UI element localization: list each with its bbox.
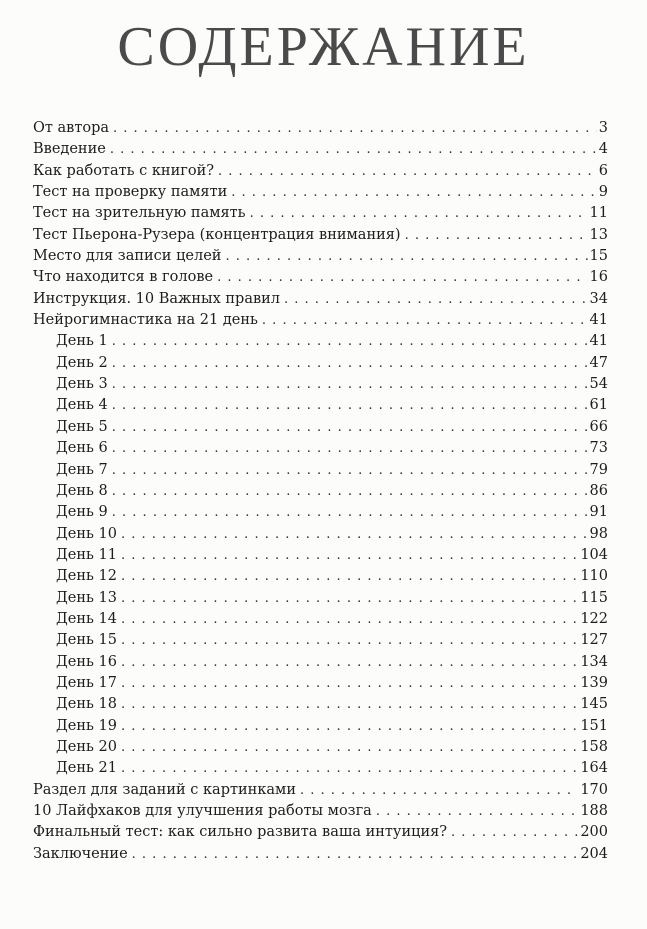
- toc-sub-entry[interactable]: [33, 545, 608, 566]
- dot-leader: [121, 716, 578, 737]
- toc-entry-label: Введение: [33, 141, 106, 158]
- toc-sub-entry[interactable]: [33, 630, 608, 651]
- toc-entry-label: День 14: [56, 610, 117, 627]
- dot-leader: [121, 609, 578, 630]
- toc-entry-label: День 21: [56, 760, 117, 777]
- dot-leader: [225, 246, 587, 267]
- toc-entry-label: День 16: [56, 653, 117, 670]
- dot-leader: [121, 545, 578, 566]
- toc-entry-label: Раздел для заданий с картинками: [33, 781, 296, 798]
- toc-entry-page: 3: [598, 120, 608, 136]
- toc-entry-page: 110: [580, 568, 608, 585]
- toc-entry-page: 145: [580, 696, 608, 713]
- toc-entry-page: 188: [580, 803, 608, 819]
- toc-sub-entry[interactable]: [33, 395, 608, 416]
- toc-entry-label: День 20: [56, 738, 117, 755]
- toc-sub-entry[interactable]: [33, 673, 608, 694]
- toc-entry-page: 139: [580, 674, 608, 691]
- table-of-contents: [33, 118, 608, 865]
- toc-entry-label: От автора: [33, 120, 110, 136]
- toc-entry-page: 98: [589, 525, 608, 542]
- page-title: СОДЕРЖАНИЕ: [117, 16, 530, 78]
- dot-leader: [218, 161, 597, 182]
- toc-entry-page: 79: [589, 461, 608, 478]
- toc-entry-page: 4: [598, 141, 608, 158]
- toc-entry-page: 122: [580, 610, 608, 627]
- toc-entry-label: День 12: [56, 568, 117, 585]
- toc-entry-label: День 10: [56, 525, 117, 542]
- toc-entry-label: День 18: [56, 696, 117, 713]
- toc-entry-label: День 15: [56, 632, 117, 649]
- toc-entry-label: Заключение: [33, 845, 128, 862]
- toc-entry-label: Инструкция. 10 Важных правил: [33, 290, 281, 307]
- toc-entry-page: 54: [589, 376, 608, 393]
- dot-leader: [217, 267, 587, 288]
- toc-entry-label: День 8: [56, 482, 108, 499]
- toc-entry-label: Место для записи целей: [33, 248, 222, 265]
- dot-leader: [121, 673, 578, 694]
- toc-entry-label: 10 Лайфхаков для улучшения работы мозга: [33, 803, 372, 819]
- toc-sub-entry[interactable]: [33, 417, 608, 438]
- toc-sub-entry[interactable]: [33, 374, 608, 395]
- dot-leader: [262, 310, 588, 331]
- toc-sub-entry[interactable]: [33, 758, 608, 779]
- dot-leader: [405, 225, 588, 246]
- toc-entry-page: 34: [589, 290, 608, 307]
- toc-entry[interactable]: [33, 310, 608, 331]
- toc-entry-label: Тест на проверку памяти: [33, 184, 228, 201]
- toc-entry-label: День 4: [56, 397, 108, 414]
- dot-leader: [121, 566, 578, 587]
- toc-entry-label: Что находится в голове: [33, 269, 214, 286]
- toc-entry-page: 200: [580, 824, 608, 841]
- toc-entry-page: 16: [589, 269, 608, 286]
- dot-leader: [284, 289, 588, 310]
- toc-sub-entry[interactable]: [33, 652, 608, 673]
- toc-entry-page: 170: [580, 781, 608, 798]
- toc-entry-page: 73: [589, 440, 608, 457]
- toc-entry[interactable]: [33, 822, 608, 843]
- dot-leader: [112, 460, 588, 481]
- toc-entry-label: День 11: [56, 546, 117, 563]
- dot-leader: [231, 182, 597, 203]
- toc-entry-page: 158: [580, 738, 608, 755]
- dot-leader: [451, 822, 578, 843]
- toc-sub-entry[interactable]: [33, 460, 608, 481]
- toc-sub-entry[interactable]: [33, 481, 608, 502]
- toc-entry-label: День 19: [56, 717, 117, 734]
- toc-entry[interactable]: [33, 801, 608, 822]
- toc-entry-page: 204: [580, 845, 608, 862]
- toc-entry[interactable]: [33, 844, 608, 865]
- toc-entry-page: 134: [580, 653, 608, 670]
- dot-leader: [121, 652, 578, 673]
- toc-entry-label: День 13: [56, 589, 117, 606]
- dot-leader: [132, 844, 579, 865]
- toc-entry-page: 15: [589, 248, 608, 265]
- toc-entry-page: 6: [598, 162, 608, 179]
- toc-sub-entry[interactable]: [33, 331, 608, 352]
- toc-entry-label: День 3: [56, 376, 108, 393]
- toc-entry-label: День 1: [56, 333, 108, 350]
- dot-leader: [112, 331, 588, 352]
- toc-entry[interactable]: [33, 267, 608, 288]
- toc-entry-page: 115: [580, 589, 608, 606]
- toc-sub-entry[interactable]: [33, 716, 608, 737]
- toc-entry-page: 151: [580, 717, 608, 734]
- toc-entry[interactable]: [33, 289, 608, 310]
- toc-sub-entry[interactable]: [33, 588, 608, 609]
- toc-entry-page: 61: [589, 397, 608, 414]
- toc-sub-entry[interactable]: [33, 737, 608, 758]
- dot-leader: [112, 438, 588, 459]
- dot-leader: [112, 374, 588, 395]
- dot-leader: [112, 353, 588, 374]
- dot-leader: [250, 203, 588, 224]
- toc-entry-page: 47: [589, 354, 608, 371]
- dot-leader: [121, 588, 578, 609]
- dot-leader: [121, 758, 578, 779]
- dot-leader: [376, 801, 578, 822]
- toc-sub-entry[interactable]: [33, 438, 608, 459]
- dot-leader: [121, 737, 578, 758]
- toc-entry-label: Финальный тест: как сильно развита ваша интуиция?: [33, 824, 448, 841]
- toc-entry-page: 86: [589, 482, 608, 499]
- toc-entry-label: День 17: [56, 674, 117, 691]
- toc-entry-page: 91: [589, 504, 608, 521]
- toc-entry-page: 41: [589, 312, 608, 329]
- toc-entry-label: Тест Пьерона-Рузера (концентрация внимания): [33, 226, 401, 243]
- toc-entry-page: 11: [589, 205, 608, 222]
- toc-entry-page: 164: [580, 760, 608, 777]
- dot-leader: [121, 524, 588, 545]
- toc-entry-label: Как работать с книгой?: [33, 162, 215, 179]
- toc-entry-label: День 5: [56, 418, 108, 435]
- toc-sub-entry[interactable]: [33, 566, 608, 587]
- toc-entry-page: 13: [589, 226, 608, 243]
- dot-leader: [300, 780, 578, 801]
- toc-entry-label: День 2: [56, 354, 108, 371]
- toc-entry-page: 41: [589, 333, 608, 350]
- dot-leader: [112, 417, 588, 438]
- toc-entry[interactable]: [33, 780, 608, 801]
- toc-entry-label: Тест на зрительную память: [33, 205, 246, 222]
- toc-entry-label: День 6: [56, 440, 108, 457]
- toc-entry[interactable]: [33, 139, 608, 160]
- dot-leader: [113, 118, 597, 139]
- dot-leader: [121, 694, 578, 715]
- dot-leader: [112, 502, 588, 523]
- toc-entry-label: Нейрогимнастика на 21 день: [33, 312, 258, 329]
- toc-sub-entry[interactable]: [33, 694, 608, 715]
- toc-entry-page: 127: [580, 632, 608, 649]
- toc-sub-entry[interactable]: [33, 609, 608, 630]
- toc-entry[interactable]: [33, 246, 608, 267]
- toc-entry-page: 9: [598, 184, 608, 201]
- dot-leader: [110, 139, 597, 160]
- toc-entry-label: День 7: [56, 461, 108, 478]
- toc-entry[interactable]: [33, 225, 608, 246]
- toc-entry[interactable]: [33, 203, 608, 224]
- toc-entry-label: День 9: [56, 504, 108, 521]
- toc-entry[interactable]: [33, 161, 608, 182]
- toc-sub-entry[interactable]: [33, 502, 608, 523]
- toc-sub-entry[interactable]: [33, 353, 608, 374]
- dot-leader: [112, 395, 588, 416]
- toc-entry-page: 66: [589, 418, 608, 435]
- dot-leader: [121, 630, 578, 651]
- toc-entry-page: 104: [580, 546, 608, 563]
- dot-leader: [112, 481, 588, 502]
- toc-entry[interactable]: [33, 182, 608, 203]
- toc-entry[interactable]: [33, 118, 608, 139]
- toc-sub-entry[interactable]: [33, 524, 608, 545]
